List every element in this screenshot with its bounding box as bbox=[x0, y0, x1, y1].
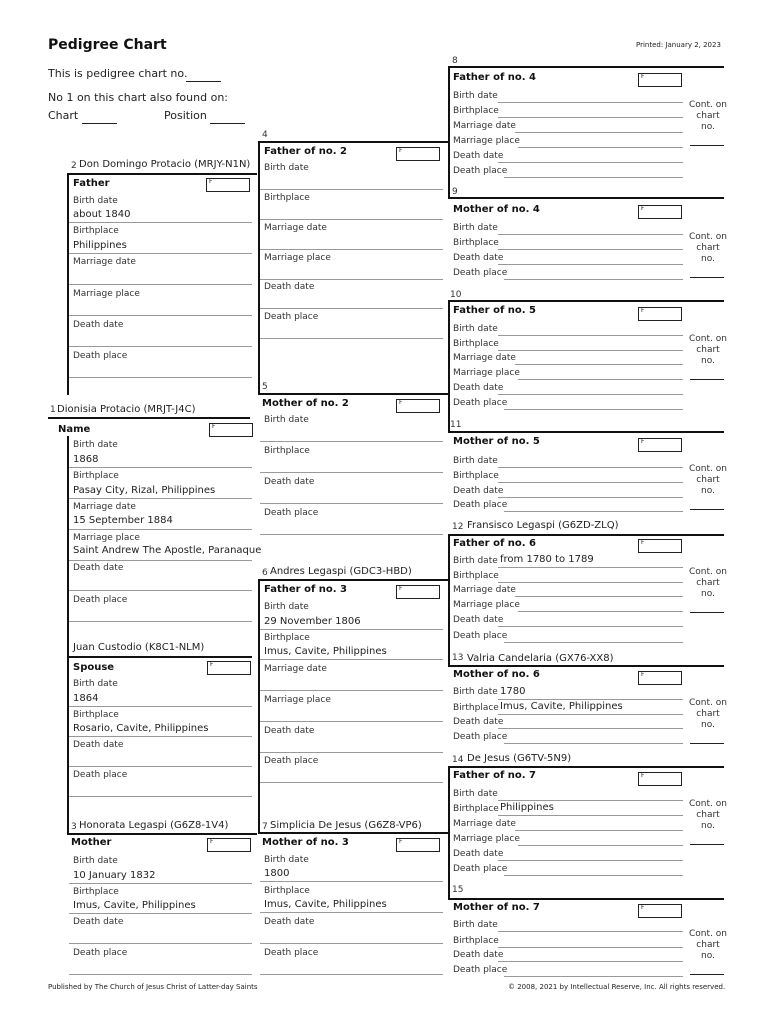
page-title: Pedigree Chart bbox=[48, 37, 167, 53]
label: Marriage date bbox=[73, 257, 136, 267]
f-box[interactable]: F bbox=[206, 178, 250, 192]
f-box[interactable]: F bbox=[638, 904, 682, 918]
label: Birth date bbox=[264, 855, 309, 865]
label: Death place bbox=[73, 948, 128, 958]
f-box[interactable]: F bbox=[638, 73, 682, 87]
cont-chart-field[interactable] bbox=[690, 509, 724, 510]
f-box[interactable]: F bbox=[396, 585, 440, 599]
divider bbox=[448, 66, 724, 68]
position-label: Position bbox=[164, 109, 207, 122]
person-number: 7 bbox=[262, 822, 268, 832]
label: Birth date bbox=[453, 789, 498, 799]
label: Marriage place bbox=[73, 533, 140, 543]
label: Death date bbox=[453, 849, 504, 859]
divider bbox=[258, 141, 448, 143]
spouse-role: Spouse bbox=[73, 662, 115, 673]
label: Marriage place bbox=[73, 289, 140, 299]
divider bbox=[48, 417, 250, 419]
person-2-birth-date[interactable]: about 1840 bbox=[73, 209, 131, 220]
label: Death date bbox=[453, 950, 504, 960]
label: Marriage place bbox=[264, 253, 331, 263]
label: Death place bbox=[264, 948, 319, 958]
person-14-name[interactable]: De Jesus (G6TV-5N9) bbox=[467, 753, 572, 764]
label: Death place bbox=[453, 268, 508, 278]
person-6-role: Father of no. 3 bbox=[264, 584, 348, 595]
label: Marriage place bbox=[453, 136, 520, 146]
chart-label: Chart bbox=[48, 109, 79, 122]
label: Birthplace bbox=[264, 886, 310, 896]
person-1-name[interactable]: Dionisia Protacio (MRJT-J4C) bbox=[57, 404, 196, 415]
person-number: 2 bbox=[71, 161, 77, 171]
spouse-birth-date[interactable]: 1864 bbox=[73, 693, 99, 704]
label: Birthplace bbox=[73, 226, 119, 236]
bracket-line bbox=[258, 579, 260, 833]
label: Death place bbox=[453, 500, 508, 510]
chart-no-field[interactable] bbox=[186, 81, 221, 82]
person-2-name[interactable]: Don Domingo Protacio (MRJY-N1N) bbox=[79, 159, 251, 170]
cont-chart-field[interactable] bbox=[690, 974, 724, 975]
person-12-role: Father of no. 6 bbox=[453, 538, 537, 549]
label: Birth date bbox=[73, 679, 118, 689]
cont-on-chart-label: Cont. on chart no. bbox=[689, 698, 727, 730]
person-1-birthplace[interactable]: Pasay City, Rizal, Philippines bbox=[73, 485, 216, 496]
chart-no-label: This is pedigree chart no. bbox=[48, 67, 188, 80]
divider bbox=[448, 300, 724, 302]
person-3-birthplace[interactable]: Imus, Cavite, Philippines bbox=[73, 900, 196, 911]
cont-chart-field[interactable] bbox=[690, 145, 724, 146]
footer-copyright: © 2008, 2021 by Intellectual Reserve, Inc. All rights reserved. bbox=[508, 983, 726, 991]
person-number: 15 bbox=[452, 885, 464, 895]
person-10-role: Father of no. 5 bbox=[453, 305, 537, 316]
person-13-role: Mother of no. 6 bbox=[453, 669, 540, 680]
divider bbox=[448, 534, 724, 536]
bracket-line bbox=[67, 436, 69, 834]
person-number: 5 bbox=[262, 382, 268, 392]
f-box[interactable]: F bbox=[638, 307, 682, 321]
person-number: 1 bbox=[50, 405, 56, 415]
f-box[interactable]: F bbox=[396, 838, 440, 852]
f-box[interactable]: F bbox=[638, 772, 682, 786]
label: Death date bbox=[453, 486, 504, 496]
label: Death place bbox=[73, 595, 128, 605]
spouse-birthplace[interactable]: Rosario, Cavite, Philippines bbox=[73, 723, 209, 734]
label: Birthplace bbox=[453, 571, 499, 581]
label: Birth date bbox=[453, 920, 498, 930]
person-3-birth-date[interactable]: 10 January 1832 bbox=[73, 870, 156, 881]
label: Death place bbox=[264, 756, 319, 766]
label: Birth date bbox=[264, 602, 309, 612]
person-5-role: Mother of no. 2 bbox=[262, 398, 349, 409]
position-field[interactable] bbox=[210, 123, 245, 124]
person-2-role: Father bbox=[73, 178, 110, 189]
label: Marriage place bbox=[264, 695, 331, 705]
cont-chart-field[interactable] bbox=[690, 379, 724, 380]
label: Birthplace bbox=[453, 238, 499, 248]
label: Birthplace bbox=[73, 887, 119, 897]
label: Birth date bbox=[453, 91, 498, 101]
also-found-label: No 1 on this chart also found on: bbox=[48, 91, 228, 104]
label: Birth date bbox=[73, 856, 118, 866]
bracket-line bbox=[448, 300, 450, 432]
printed-date: Printed: January 2, 2023 bbox=[636, 41, 721, 49]
label: Birthplace bbox=[453, 804, 499, 814]
label: Marriage place bbox=[453, 368, 520, 378]
person-number: 11 bbox=[450, 420, 462, 430]
label: Death place bbox=[453, 631, 508, 641]
cont-chart-field[interactable] bbox=[690, 277, 724, 278]
label: Death date bbox=[264, 477, 315, 487]
label: Death place bbox=[73, 351, 128, 361]
person-7-birthplace[interactable]: Imus, Cavite, Philippines bbox=[264, 899, 387, 910]
person-13-birth-date[interactable]: 1780 bbox=[500, 686, 526, 697]
person-7-role: Mother of no. 3 bbox=[262, 837, 349, 848]
person-12-name[interactable]: Fransisco Legaspi (G6ZD-ZLQ) bbox=[467, 520, 619, 531]
chart-field[interactable] bbox=[82, 123, 117, 124]
label: Birth date bbox=[453, 223, 498, 233]
person-6-birth-date[interactable]: 29 November 1806 bbox=[264, 616, 361, 627]
cont-on-chart-label: Cont. on chart no. bbox=[689, 929, 727, 961]
label: Death date bbox=[453, 717, 504, 727]
label: Death date bbox=[264, 282, 315, 292]
f-box[interactable]: F bbox=[396, 399, 440, 413]
person-1-role: Name bbox=[58, 424, 91, 435]
divider bbox=[448, 197, 724, 199]
label: Birthplace bbox=[264, 193, 310, 203]
label: Birth date bbox=[453, 687, 498, 697]
person-4-role: Father of no. 2 bbox=[264, 146, 348, 157]
label: Death date bbox=[453, 615, 504, 625]
label: Death place bbox=[453, 166, 508, 176]
label: Birth date bbox=[264, 163, 309, 173]
person-14-birthplace[interactable]: Philippines bbox=[500, 802, 554, 813]
person-1-birth-date[interactable]: 1868 bbox=[73, 454, 99, 465]
label: Marriage date bbox=[453, 121, 516, 131]
label: Birthplace bbox=[73, 471, 119, 481]
footer-publisher: Published by The Church of Jesus Christ of Latter-day Saints bbox=[48, 983, 258, 991]
divider bbox=[67, 833, 257, 835]
person-13-birthplace[interactable]: Imus, Cavite, Philippines bbox=[500, 701, 623, 712]
f-box[interactable]: F bbox=[638, 671, 682, 685]
label: Marriage date bbox=[264, 664, 327, 674]
label: Marriage place bbox=[453, 600, 520, 610]
person-6-name[interactable]: Andres Legaspi (GDC3-HBD) bbox=[270, 566, 412, 577]
label: Marriage date bbox=[453, 819, 516, 829]
person-13-name[interactable]: Valria Candelaria (GX76-XX8) bbox=[467, 653, 614, 664]
person-12-birth-date[interactable]: from 1780 to 1789 bbox=[500, 554, 594, 565]
person-15-role: Mother of no. 7 bbox=[453, 902, 540, 913]
divider bbox=[258, 393, 448, 395]
cont-chart-field[interactable] bbox=[690, 743, 724, 744]
divider bbox=[448, 766, 724, 768]
label: Death date bbox=[264, 917, 315, 927]
person-7-birth-date[interactable]: 1800 bbox=[264, 868, 290, 879]
f-box[interactable]: F bbox=[638, 438, 682, 452]
cont-on-chart-label: Cont. on chart no. bbox=[689, 334, 727, 366]
label: Birth date bbox=[264, 415, 309, 425]
person-number: 14 bbox=[452, 755, 464, 765]
f-box[interactable]: F bbox=[207, 661, 251, 675]
person-3-name[interactable]: Honorata Legaspi (G6Z8-1V4) bbox=[79, 820, 229, 831]
label: Birth date bbox=[453, 556, 498, 566]
person-number: 13 bbox=[452, 653, 464, 663]
person-number: 4 bbox=[262, 130, 268, 140]
spouse-name[interactable]: Juan Custodio (K8C1-NLM) bbox=[73, 642, 205, 653]
label: Death date bbox=[264, 726, 315, 736]
divider bbox=[448, 898, 724, 900]
divider bbox=[448, 665, 724, 667]
label: Marriage date bbox=[264, 223, 327, 233]
person-number: 12 bbox=[452, 522, 464, 532]
label: Birthplace bbox=[453, 936, 499, 946]
label: Birth date bbox=[453, 324, 498, 334]
label: Death date bbox=[453, 151, 504, 161]
label: Death date bbox=[73, 917, 124, 927]
cont-on-chart-label: Cont. on chart no. bbox=[689, 567, 727, 599]
label: Death date bbox=[453, 253, 504, 263]
person-number: 9 bbox=[452, 187, 458, 197]
bracket-line bbox=[258, 141, 260, 395]
label: Marriage date bbox=[453, 585, 516, 595]
label: Death place bbox=[73, 770, 128, 780]
divider bbox=[258, 832, 448, 834]
bracket-line bbox=[448, 534, 450, 666]
person-1-marriage-date[interactable]: 15 September 1884 bbox=[73, 515, 173, 526]
bracket-line bbox=[448, 66, 450, 198]
bracket-line bbox=[448, 766, 450, 900]
label: Marriage date bbox=[453, 353, 516, 363]
cont-chart-field[interactable] bbox=[690, 844, 724, 845]
person-14-role: Father of no. 7 bbox=[453, 770, 537, 781]
person-number: 6 bbox=[262, 568, 268, 578]
label: Death date bbox=[73, 740, 124, 750]
label: Death place bbox=[264, 508, 319, 518]
person-number: 8 bbox=[452, 56, 458, 66]
person-2-birthplace[interactable]: Philippines bbox=[73, 240, 127, 251]
cont-on-chart-label: Cont. on chart no. bbox=[689, 100, 727, 132]
person-11-role: Mother of no. 5 bbox=[453, 436, 540, 447]
f-box[interactable]: F bbox=[638, 205, 682, 219]
cont-on-chart-label: Cont. on chart no. bbox=[689, 464, 727, 496]
person-8-role: Father of no. 4 bbox=[453, 72, 537, 83]
f-box[interactable]: F bbox=[638, 539, 682, 553]
label: Birthplace bbox=[453, 106, 499, 116]
label: Marriage date bbox=[73, 502, 136, 512]
label: Birthplace bbox=[264, 633, 310, 643]
person-7-name[interactable]: Simplicia De Jesus (G6Z8-VP6) bbox=[270, 820, 422, 831]
f-box[interactable]: F bbox=[209, 423, 253, 437]
divider bbox=[69, 656, 252, 658]
person-3-role: Mother bbox=[71, 837, 112, 848]
f-box[interactable]: F bbox=[396, 147, 440, 161]
person-number: 10 bbox=[450, 290, 462, 300]
label: Birthplace bbox=[453, 703, 499, 713]
person-number: 3 bbox=[71, 822, 77, 832]
label: Birthplace bbox=[453, 471, 499, 481]
label: Birth date bbox=[453, 456, 498, 466]
person-6-birthplace[interactable]: Imus, Cavite, Philippines bbox=[264, 646, 387, 657]
label: Birthplace bbox=[73, 710, 119, 720]
label: Death place bbox=[453, 965, 508, 975]
label: Marriage place bbox=[453, 834, 520, 844]
cont-chart-field[interactable] bbox=[690, 612, 724, 613]
cont-on-chart-label: Cont. on chart no. bbox=[689, 232, 727, 264]
divider bbox=[448, 431, 724, 433]
label: Death place bbox=[264, 312, 319, 322]
label: Birthplace bbox=[264, 446, 310, 456]
label: Birthplace bbox=[453, 339, 499, 349]
person-9-role: Mother of no. 4 bbox=[453, 204, 540, 215]
person-1-marriage-place[interactable]: Saint Andrew The Apostle, Paranaque bbox=[73, 545, 262, 556]
label: Death place bbox=[453, 732, 508, 742]
divider bbox=[258, 579, 448, 581]
label: Death place bbox=[453, 864, 508, 874]
label: Death date bbox=[73, 320, 124, 330]
label: Death date bbox=[73, 563, 124, 573]
divider bbox=[67, 173, 257, 175]
f-box[interactable]: F bbox=[207, 838, 251, 852]
label: Birth date bbox=[73, 196, 118, 206]
label: Birth date bbox=[73, 440, 118, 450]
cont-on-chart-label: Cont. on chart no. bbox=[689, 799, 727, 831]
label: Death date bbox=[453, 383, 504, 393]
label: Death place bbox=[453, 398, 508, 408]
